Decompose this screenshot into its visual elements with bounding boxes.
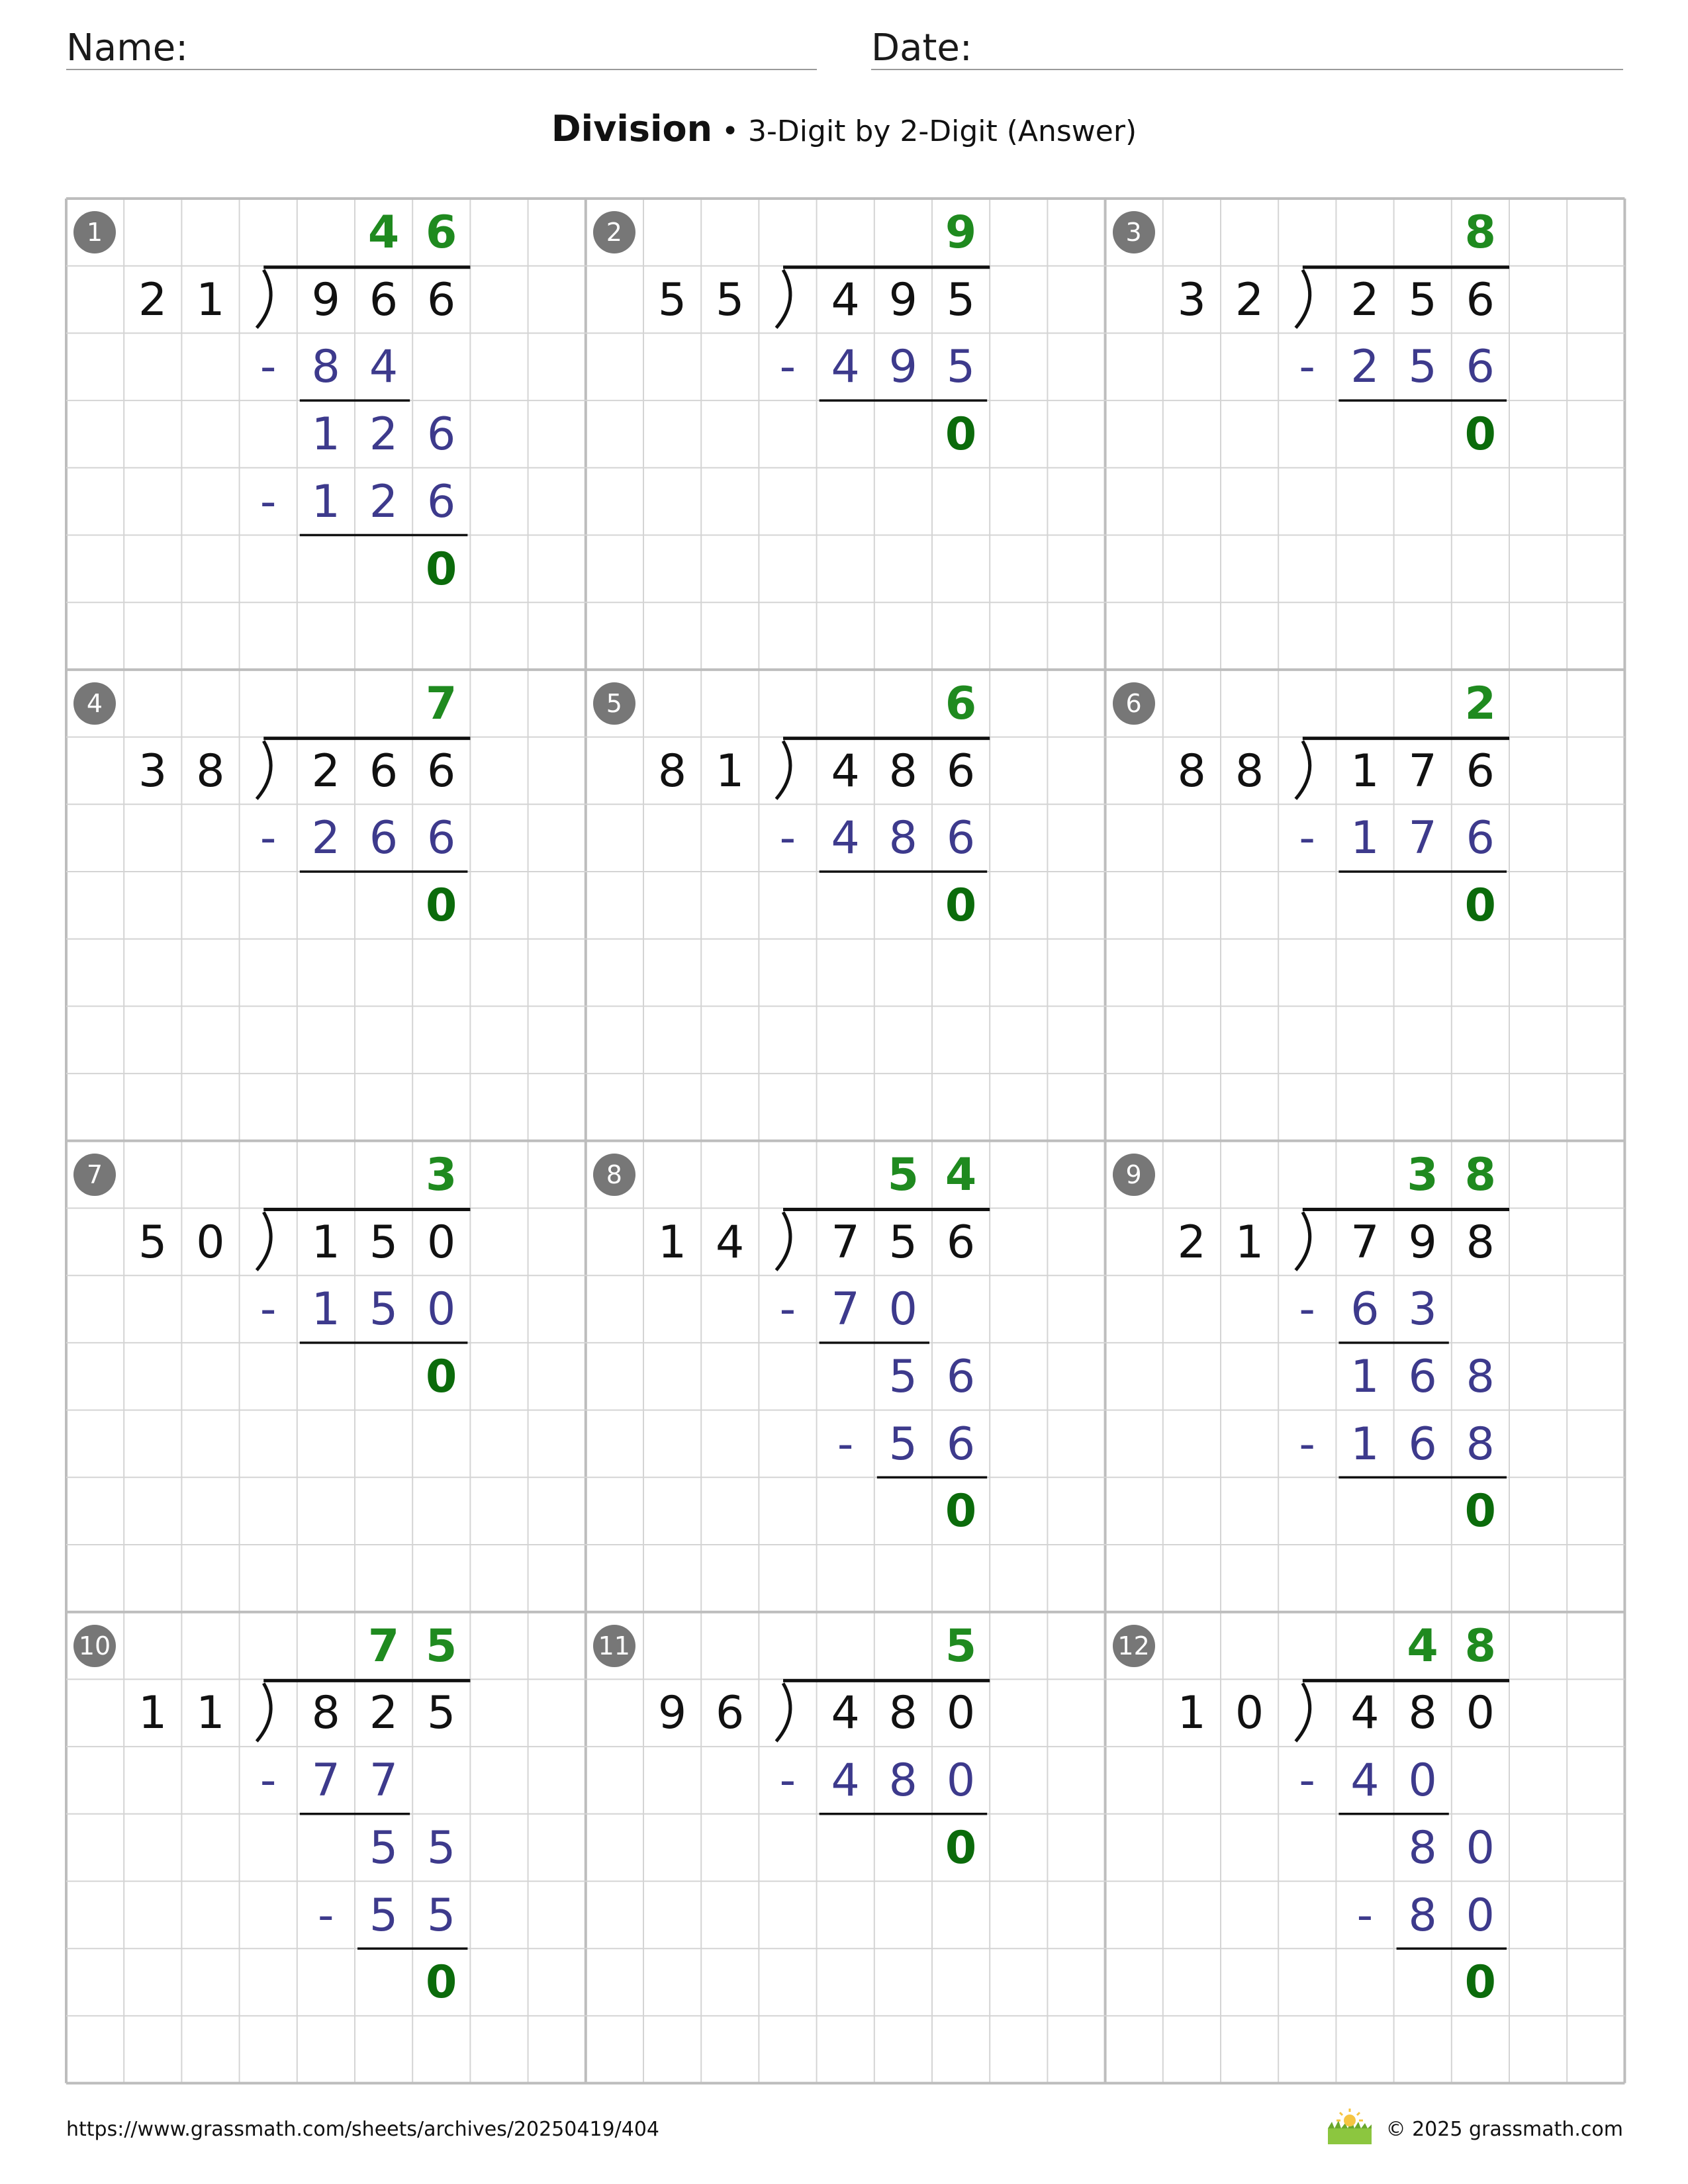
- problem-number-badge: 3: [1113, 211, 1155, 253]
- subtrahend-digit: 8: [1408, 1889, 1437, 1942]
- subtrahend-digit: 5: [369, 1283, 399, 1336]
- division-bracket: [776, 1683, 790, 1741]
- dividend-digit: 9: [888, 273, 917, 326]
- division-bracket: [1295, 1212, 1309, 1271]
- subtrahend-digit: 8: [888, 812, 917, 865]
- quotient-digit: 8: [1464, 1619, 1496, 1672]
- grass-sun-logo-icon: [1325, 2109, 1374, 2146]
- divisor-digit: 1: [1235, 1216, 1264, 1269]
- problem-number-badge: 8: [593, 1154, 635, 1196]
- subtrahend-digit: 0: [1466, 1889, 1495, 1942]
- minus-sign: -: [1299, 341, 1315, 394]
- subtrahend-digit: 5: [427, 1889, 456, 1942]
- subtrahend-digit: 7: [1408, 812, 1437, 865]
- dividend-digit: 6: [946, 1216, 976, 1269]
- subtrahend-digit: 6: [946, 812, 976, 865]
- division-bracket: [1295, 1683, 1309, 1741]
- division-bracket: [1295, 741, 1309, 799]
- partial-dividend-digit: 6: [946, 1350, 976, 1403]
- dividend-digit: 0: [1466, 1687, 1495, 1740]
- quotient-digit: 9: [945, 206, 977, 259]
- partial-dividend-digit: 2: [369, 408, 399, 461]
- dividend-digit: 8: [888, 745, 917, 797]
- subtrahend-digit: 4: [831, 812, 860, 865]
- quotient-digit: 6: [426, 206, 457, 259]
- subtrahend-digit: 6: [946, 1418, 976, 1471]
- remainder-digit: 0: [426, 1350, 457, 1403]
- minus-sign: -: [1299, 812, 1315, 865]
- dividend-digit: 6: [1466, 745, 1495, 797]
- division-bracket: [257, 741, 271, 799]
- partial-dividend-digit: 5: [369, 1821, 399, 1874]
- quotient-digit: 2: [1464, 677, 1496, 730]
- subtrahend-digit: 6: [427, 475, 456, 528]
- date-label: Date:: [871, 26, 972, 69]
- minus-sign: -: [1299, 1418, 1315, 1471]
- dividend-digit: 0: [427, 1216, 456, 1269]
- remainder-digit: 0: [1464, 1485, 1496, 1538]
- problem-number-badge: 1: [73, 211, 116, 253]
- partial-dividend-digit: 5: [427, 1821, 456, 1874]
- minus-sign: -: [779, 341, 796, 394]
- partial-dividend-digit: 5: [888, 1350, 917, 1403]
- quotient-digit: 6: [945, 677, 977, 730]
- subtrahend-digit: 2: [1350, 341, 1380, 394]
- subtrahend-digit: 5: [946, 341, 976, 394]
- subtrahend-digit: 6: [1408, 1418, 1437, 1471]
- divisor-digit: 2: [138, 273, 167, 326]
- dividend-digit: 6: [1466, 273, 1495, 326]
- quotient-digit: 4: [945, 1148, 977, 1201]
- subtrahend-digit: 0: [888, 1283, 917, 1336]
- partial-dividend-digit: 1: [311, 408, 340, 461]
- dividend-digit: 8: [1466, 1216, 1495, 1269]
- subtrahend-digit: 8: [888, 1754, 917, 1807]
- dividend-digit: 9: [1408, 1216, 1437, 1269]
- minus-sign: -: [259, 812, 277, 865]
- title-main: Division: [551, 108, 713, 150]
- name-label: Name:: [66, 26, 189, 69]
- subtrahend-digit: 1: [1350, 812, 1380, 865]
- dividend-digit: 1: [1350, 745, 1380, 797]
- divisor-digit: 5: [138, 1216, 167, 1269]
- minus-sign: -: [779, 812, 796, 865]
- dividend-digit: 6: [369, 273, 399, 326]
- problem-number-badge: 7: [73, 1154, 116, 1196]
- subtrahend-digit: 7: [831, 1283, 860, 1336]
- partial-dividend-digit: 0: [1466, 1821, 1495, 1874]
- remainder-digit: 0: [426, 1956, 457, 2009]
- quotient-digit: 5: [426, 1619, 457, 1672]
- divisor-digit: 4: [716, 1216, 745, 1269]
- quotient-digit: 8: [1464, 206, 1496, 259]
- subtrahend-digit: 4: [831, 341, 860, 394]
- partial-dividend-digit: 1: [1350, 1350, 1380, 1403]
- divisor-digit: 8: [1177, 745, 1206, 797]
- remainder-digit: 0: [945, 880, 977, 932]
- subtrahend-digit: 8: [1466, 1418, 1495, 1471]
- quotient-digit: 4: [367, 206, 400, 259]
- subtrahend-digit: 1: [1350, 1418, 1380, 1471]
- dividend-digit: 6: [946, 745, 976, 797]
- division-bracket: [776, 741, 790, 799]
- problem-number-badge: 12: [1113, 1625, 1155, 1667]
- divisor-digit: 2: [1235, 273, 1264, 326]
- remainder-digit: 0: [945, 1821, 977, 1874]
- minus-sign: -: [259, 1754, 277, 1807]
- dividend-digit: 4: [1350, 1687, 1380, 1740]
- remainder-digit: 0: [426, 543, 457, 596]
- minus-sign: -: [318, 1889, 334, 1942]
- dividend-digit: 4: [831, 273, 860, 326]
- subtrahend-digit: 6: [1350, 1283, 1380, 1336]
- minus-sign: -: [1356, 1889, 1374, 1942]
- partial-dividend-digit: 6: [427, 408, 456, 461]
- dividend-digit: 7: [831, 1216, 860, 1269]
- subtrahend-digit: 4: [369, 341, 399, 394]
- divisor-digit: 0: [1235, 1687, 1264, 1740]
- quotient-digit: 7: [426, 677, 457, 730]
- dividend-digit: 5: [369, 1216, 399, 1269]
- divisor-digit: 0: [196, 1216, 225, 1269]
- dividend-digit: 7: [1350, 1216, 1380, 1269]
- subtrahend-digit: 5: [1408, 341, 1437, 394]
- divisor-digit: 6: [716, 1687, 745, 1740]
- divisor-digit: 1: [196, 1687, 225, 1740]
- problem-number-badge: 10: [73, 1625, 116, 1667]
- subtrahend-digit: 0: [1408, 1754, 1437, 1807]
- divisor-digit: 1: [1177, 1687, 1206, 1740]
- problem-number-badge: 4: [73, 682, 116, 725]
- subtrahend-digit: 2: [311, 812, 340, 865]
- dividend-digit: 7: [1408, 745, 1437, 797]
- remainder-digit: 0: [1464, 408, 1496, 461]
- problem-number-badge: 5: [593, 682, 635, 725]
- divisor-digit: 8: [1235, 745, 1264, 797]
- dividend-digit: 8: [311, 1687, 340, 1740]
- divisor-digit: 1: [138, 1687, 167, 1740]
- minus-sign: -: [259, 475, 277, 528]
- footer-url[interactable]: https://www.grassmath.com/sheets/archives/20250419/404: [66, 2118, 660, 2141]
- quotient-digit: 5: [945, 1619, 977, 1672]
- remainder-digit: 0: [1464, 1956, 1496, 2009]
- subtrahend-digit: 1: [311, 1283, 340, 1336]
- minus-sign: -: [1299, 1754, 1315, 1807]
- division-bracket: [776, 1212, 790, 1271]
- remainder-digit: 0: [945, 408, 977, 461]
- dividend-digit: 6: [427, 745, 456, 797]
- divisor-digit: 1: [657, 1216, 687, 1269]
- title-subtitle: • 3-Digit by 2-Digit (Answer): [712, 114, 1137, 148]
- subtrahend-digit: 0: [427, 1283, 456, 1336]
- subtrahend-digit: 6: [427, 812, 456, 865]
- quotient-digit: 3: [1407, 1148, 1438, 1201]
- quotient-digit: 5: [887, 1148, 919, 1201]
- remainder-digit: 0: [426, 880, 457, 932]
- subtrahend-digit: 6: [369, 812, 399, 865]
- subtrahend-digit: 8: [311, 341, 340, 394]
- divisor-digit: 3: [138, 745, 167, 797]
- subtrahend-digit: 4: [831, 1754, 860, 1807]
- partial-dividend-digit: 8: [1408, 1821, 1437, 1874]
- dividend-digit: 2: [1350, 273, 1380, 326]
- quotient-digit: 4: [1407, 1619, 1438, 1672]
- division-bracket: [1295, 270, 1309, 328]
- subtrahend-digit: 5: [888, 1418, 917, 1471]
- divisor-digit: 8: [196, 745, 225, 797]
- dividend-digit: 8: [888, 1687, 917, 1740]
- minus-sign: -: [1299, 1283, 1315, 1336]
- problem-number-badge: 11: [593, 1625, 635, 1667]
- remainder-digit: 0: [1464, 880, 1496, 932]
- subtrahend-digit: 0: [946, 1754, 976, 1807]
- subtrahend-digit: 2: [369, 475, 399, 528]
- dividend-digit: 2: [369, 1687, 399, 1740]
- divisor-digit: 5: [657, 273, 687, 326]
- problem-number-badge: 6: [1113, 682, 1155, 725]
- subtrahend-digit: 9: [888, 341, 917, 394]
- dividend-digit: 9: [311, 273, 340, 326]
- divisor-digit: 3: [1177, 273, 1206, 326]
- remainder-digit: 0: [945, 1485, 977, 1538]
- problem-number-badge: 2: [593, 211, 635, 253]
- minus-sign: -: [779, 1283, 796, 1336]
- quotient-digit: 3: [426, 1148, 457, 1201]
- dividend-digit: 5: [1408, 273, 1437, 326]
- dividend-digit: 5: [946, 273, 976, 326]
- subtrahend-digit: 7: [369, 1754, 399, 1807]
- divisor-digit: 8: [657, 745, 687, 797]
- minus-sign: -: [837, 1418, 854, 1471]
- dividend-digit: 6: [427, 273, 456, 326]
- subtrahend-digit: 5: [369, 1889, 399, 1942]
- problem-number-badge: 9: [1113, 1154, 1155, 1196]
- divisor-digit: 1: [716, 745, 745, 797]
- footer-copyright: © 2025 grassmath.com: [1385, 2118, 1623, 2141]
- subtrahend-digit: 6: [1466, 341, 1495, 394]
- division-bracket: [257, 1212, 271, 1271]
- divisor-digit: 1: [196, 273, 225, 326]
- division-bracket: [776, 270, 790, 328]
- divisor-digit: 2: [1177, 1216, 1206, 1269]
- partial-dividend-digit: 6: [1408, 1350, 1437, 1403]
- dividend-digit: 2: [311, 745, 340, 797]
- partial-dividend-digit: 8: [1466, 1350, 1495, 1403]
- subtrahend-digit: 1: [311, 475, 340, 528]
- dividend-digit: 6: [369, 745, 399, 797]
- divisor-digit: 5: [716, 273, 745, 326]
- dividend-digit: 4: [831, 1687, 860, 1740]
- quotient-digit: 8: [1464, 1148, 1496, 1201]
- dividend-digit: 0: [946, 1687, 976, 1740]
- minus-sign: -: [259, 1283, 277, 1336]
- quotient-digit: 7: [367, 1619, 400, 1672]
- subtrahend-digit: 4: [1350, 1754, 1380, 1807]
- dividend-digit: 5: [888, 1216, 917, 1269]
- division-bracket: [257, 270, 271, 328]
- dividend-digit: 5: [427, 1687, 456, 1740]
- dividend-digit: 1: [311, 1216, 340, 1269]
- subtrahend-digit: 3: [1408, 1283, 1437, 1336]
- subtrahend-digit: 6: [1466, 812, 1495, 865]
- subtrahend-digit: 7: [311, 1754, 340, 1807]
- dividend-digit: 8: [1408, 1687, 1437, 1740]
- minus-sign: -: [779, 1754, 796, 1807]
- minus-sign: -: [259, 341, 277, 394]
- divisor-digit: 9: [657, 1687, 687, 1740]
- dividend-digit: 4: [831, 745, 860, 797]
- division-bracket: [257, 1683, 271, 1741]
